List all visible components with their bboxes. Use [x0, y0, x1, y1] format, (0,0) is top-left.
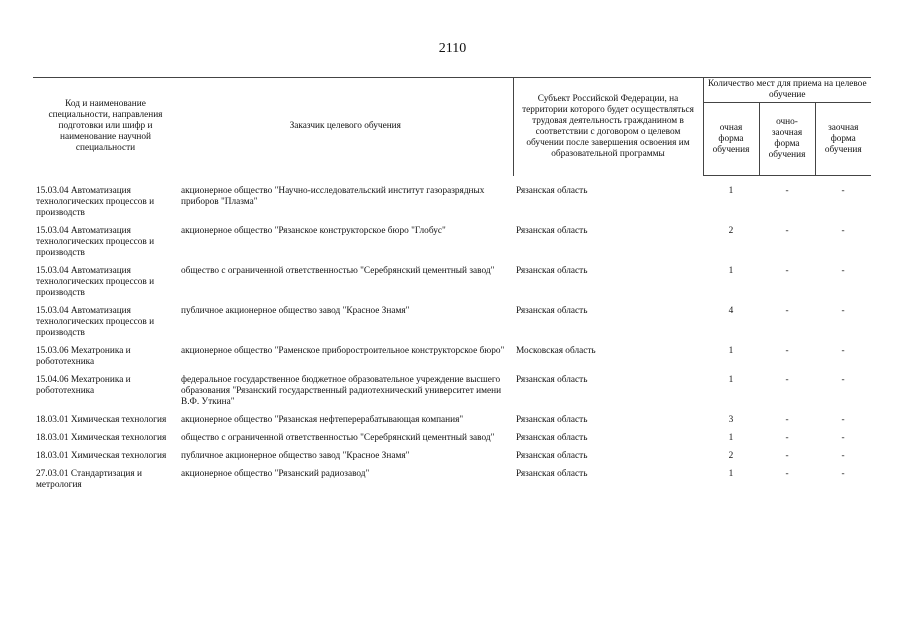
header-customer: Заказчик целевого обучения	[178, 78, 513, 176]
cell-customer: акционерное общество "Научно-исследовательский институт газоразрядных приборов "Плазма"	[181, 186, 485, 207]
cell-specialty: 15.03.04 Автоматизация технологических процессов и производств	[36, 226, 155, 258]
table-row	[33, 306, 871, 346]
cell-correspondence: -	[841, 415, 845, 425]
cell-correspondence: -	[841, 346, 845, 356]
cell-region: Рязанская область	[516, 469, 588, 479]
table-row	[33, 266, 871, 306]
cell-part-time: -	[785, 375, 789, 385]
cell-part-time: -	[785, 266, 789, 276]
table-row	[33, 451, 871, 469]
cell-full-time: 2	[728, 226, 734, 236]
cell-specialty: 27.03.01 Стандартизация и метрология	[36, 469, 142, 490]
table-row	[33, 469, 871, 498]
cell-part-time: -	[785, 451, 789, 461]
cell-full-time: 4	[728, 306, 734, 316]
cell-customer: публичное акционерное общество завод "Красное Знамя"	[181, 306, 410, 316]
cell-correspondence: -	[841, 186, 845, 196]
cell-region: Рязанская область	[516, 451, 588, 461]
header-region: Субъект Российской Федерации, на территории которого будет осуществляться трудовая деятельность гражданином в соответствии с договором о целевом обучении после завершения освоения им образовательной программы	[513, 78, 703, 176]
table-row	[33, 186, 871, 226]
header-places: Количество мест для приема на целевое обучение	[703, 78, 871, 103]
cell-region: Рязанская область	[516, 306, 588, 316]
cell-customer: общество с ограниченной ответственностью "Серебрянский цементный завод"	[181, 266, 495, 276]
header-full-time: очная форма обучения	[703, 103, 759, 176]
cell-correspondence: -	[841, 433, 845, 443]
cell-specialty: 15.03.04 Автоматизация технологических процессов и производств	[36, 186, 155, 218]
cell-region: Рязанская область	[516, 415, 588, 425]
cell-specialty: 15.03.04 Автоматизация технологических процессов и производств	[36, 306, 155, 338]
table-row	[33, 433, 871, 451]
table-row	[33, 375, 871, 415]
header-specialty: Код и наименование специальности, направления подготовки или шифр и наименование научной специальности	[33, 78, 178, 176]
cell-full-time: 1	[728, 186, 734, 196]
cell-specialty: 18.03.01 Химическая технология	[36, 415, 167, 425]
cell-full-time: 1	[728, 375, 734, 385]
cell-part-time: -	[785, 415, 789, 425]
table-row	[33, 415, 871, 433]
cell-full-time: 3	[728, 415, 734, 425]
header-correspondence: заочная форма обучения	[815, 103, 871, 176]
cell-customer: акционерное общество "Рязанский радиозавод"	[181, 469, 370, 479]
cell-full-time: 2	[728, 451, 734, 461]
cell-specialty: 18.03.01 Химическая технология	[36, 451, 167, 461]
cell-part-time: -	[785, 226, 789, 236]
header-part-time: очно-заочная форма обучения	[759, 103, 815, 176]
cell-part-time: -	[785, 306, 789, 316]
cell-customer: акционерное общество "Раменское приборостроительное конструкторское бюро"	[181, 346, 505, 356]
cell-correspondence: -	[841, 375, 845, 385]
cell-part-time: -	[785, 469, 789, 479]
cell-part-time: -	[785, 186, 789, 196]
cell-customer: публичное акционерное общество завод "Красное Знамя"	[181, 451, 410, 461]
cell-specialty: 15.03.04 Автоматизация технологических процессов и производств	[36, 266, 155, 298]
cell-region: Рязанская область	[516, 226, 588, 236]
cell-specialty: 18.03.01 Химическая технология	[36, 433, 167, 443]
cell-correspondence: -	[841, 226, 845, 236]
cell-region: Рязанская область	[516, 375, 588, 385]
cell-correspondence: -	[841, 266, 845, 276]
cell-customer: акционерное общество "Рязанское конструкторское бюро "Глобус"	[181, 226, 446, 236]
cell-part-time: -	[785, 346, 789, 356]
cell-customer: общество с ограниченной ответственностью "Серебрянский цементный завод"	[181, 433, 495, 443]
cell-correspondence: -	[841, 469, 845, 479]
cell-part-time: -	[785, 433, 789, 443]
cell-region: Московская область	[516, 346, 596, 356]
table-row	[33, 226, 871, 266]
cell-specialty: 15.03.06 Мехатроника и робототехника	[36, 346, 131, 367]
cell-full-time: 1	[728, 433, 734, 443]
targeted-training-table	[33, 77, 871, 498]
cell-region: Рязанская область	[516, 433, 588, 443]
cell-customer: федеральное государственное бюджетное образовательное учреждение высшего образования "Рязанский государственный радиотехнический университет имени В.Ф. Уткина"	[181, 375, 502, 407]
page-number: 2110	[438, 41, 467, 56]
cell-correspondence: -	[841, 306, 845, 316]
cell-region: Рязанская область	[516, 186, 588, 196]
cell-customer: акционерное общество "Рязанская нефтеперерабатывающая компания"	[181, 415, 464, 425]
cell-full-time: 1	[728, 346, 734, 356]
cell-specialty: 15.04.06 Мехатроника и робототехника	[36, 375, 131, 396]
cell-correspondence: -	[841, 451, 845, 461]
cell-full-time: 1	[728, 469, 734, 479]
cell-full-time: 1	[728, 266, 734, 276]
cell-region: Рязанская область	[516, 266, 588, 276]
table-row	[33, 346, 871, 375]
